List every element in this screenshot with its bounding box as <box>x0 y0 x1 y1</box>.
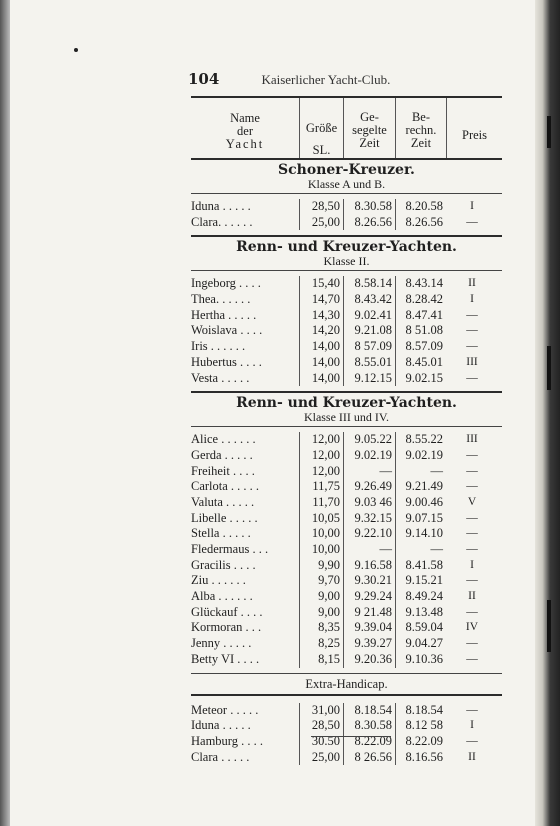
table-row <box>191 573 502 589</box>
prize: — <box>466 543 478 555</box>
prize: — <box>466 340 478 353</box>
calculated-time: — <box>395 542 446 558</box>
sailed-time: 9.26.49 <box>343 479 395 495</box>
yacht-size: 8,35 <box>299 620 343 636</box>
results-table <box>191 96 502 765</box>
calculated-time: 8.41.58 <box>395 558 446 574</box>
yacht-name: Carlota . . . . . <box>191 479 260 494</box>
book-spine <box>0 0 10 826</box>
section-title: Schoner-Kreuzer. <box>278 162 415 178</box>
section-subtitle: Klasse A und B. <box>307 177 386 191</box>
section-rule <box>191 158 502 160</box>
yacht-name: Freiheit . . . . <box>191 463 255 478</box>
sailed-time: 8 26.56 <box>343 750 395 766</box>
calculated-time: 8.16.56 <box>395 750 446 766</box>
prize: — <box>466 308 478 321</box>
yacht-name: Ziu . . . . . . <box>191 573 246 588</box>
yacht-name: Hamburg . . . . <box>191 733 263 748</box>
section-rule <box>191 235 502 237</box>
sailed-time: 8.22.09 <box>343 734 395 750</box>
prize: III <box>466 355 478 368</box>
sailed-time: 9.02.19 <box>343 448 395 464</box>
yacht-size: 14,00 <box>299 355 343 371</box>
yacht-size: 9,70 <box>299 573 343 589</box>
section-rows <box>191 199 502 230</box>
yacht-size: 10,00 <box>299 542 343 558</box>
calculated-time: 8.47.41 <box>395 308 446 324</box>
sailed-time: 9.02.41 <box>343 308 395 324</box>
calculated-time: 8.20.58 <box>395 199 446 215</box>
prize: — <box>466 637 478 650</box>
sailed-time: 8.26.56 <box>343 215 395 231</box>
yacht-size: 8,15 <box>299 652 343 668</box>
col-sailed-header: Ge- segelte Zeit <box>343 98 395 158</box>
yacht-size: 9,90 <box>299 558 343 574</box>
table-row <box>191 620 502 636</box>
yacht-size: 28,50 <box>299 199 343 215</box>
prize: — <box>466 215 478 228</box>
yacht-size: 14,70 <box>299 292 343 308</box>
prize: — <box>466 574 478 587</box>
calculated-time: — <box>395 464 446 480</box>
sailed-time: 9.21.08 <box>343 323 395 339</box>
prize: I <box>470 293 474 306</box>
prize: II <box>468 750 476 763</box>
prize: — <box>466 734 478 747</box>
section-rule <box>191 391 502 393</box>
yacht-name: Iduna . . . . . <box>191 718 251 733</box>
yacht-name: Jenny . . . . . <box>191 636 252 651</box>
table-row <box>191 750 502 766</box>
col-calculated-header: Be- rechn. Zeit <box>395 98 446 158</box>
yacht-name: Hubertus . . . . <box>191 354 262 369</box>
table-row <box>191 276 502 292</box>
calculated-time: 9.02.15 <box>395 371 446 387</box>
col-name-header: Name der Yacht <box>225 111 265 151</box>
ink-speck <box>74 48 78 52</box>
yacht-name: Kormoran . . . <box>191 620 262 635</box>
yacht-name: Thea. . . . . . <box>191 292 251 307</box>
calculated-time: 8.45.01 <box>395 355 446 371</box>
table-row <box>191 215 502 231</box>
prize: I <box>470 558 474 571</box>
calculated-time: 8.18.54 <box>395 703 446 719</box>
calculated-time: 8.49.24 <box>395 589 446 605</box>
yacht-size: 14,20 <box>299 323 343 339</box>
calculated-time: 9.13.48 <box>395 605 446 621</box>
section-rows <box>191 432 502 667</box>
section-title: Renn- und Kreuzer-Yachten. <box>236 395 457 412</box>
yacht-size: 28,50 <box>299 718 343 734</box>
yacht-name: Clara . . . . . <box>191 749 250 764</box>
prize: I <box>470 719 474 732</box>
sailed-time: 9.16.58 <box>343 558 395 574</box>
table-row <box>191 703 502 719</box>
section-title: Extra-Handicap. <box>305 676 388 691</box>
calculated-time: 8.26.56 <box>395 215 446 231</box>
sailed-time: 8.43.42 <box>343 292 395 308</box>
table-row <box>191 339 502 355</box>
section-title: Renn- und Kreuzer-Yachten. <box>236 239 457 256</box>
page-edge-mark <box>547 116 551 148</box>
calculated-time: 8.22.09 <box>395 734 446 750</box>
prize: I <box>470 200 474 212</box>
yacht-size: 8,25 <box>299 636 343 652</box>
sailed-time: 8.18.54 <box>343 703 395 719</box>
yacht-size: 9,00 <box>299 605 343 621</box>
yacht-size: 15,40 <box>299 276 343 292</box>
sailed-time: 9.20.36 <box>343 652 395 668</box>
sailed-time: 9.05.22 <box>343 432 395 448</box>
yacht-name: Libelle . . . . . <box>191 510 258 525</box>
table-row <box>191 199 502 215</box>
yacht-name: Vesta . . . . . <box>191 370 250 385</box>
table-row <box>191 511 502 527</box>
yacht-name: Betty VI . . . . <box>191 651 260 666</box>
yacht-name: Hertha . . . . . <box>191 307 257 322</box>
yacht-name: Woislava . . . . <box>191 323 263 338</box>
calculated-time: 9.10.36 <box>395 652 446 668</box>
yacht-size: 12,00 <box>299 432 343 448</box>
col-prize-header: Preis <box>446 98 502 158</box>
sailed-time: 9.22.10 <box>343 526 395 542</box>
calculated-time: 8.57.09 <box>395 339 446 355</box>
yacht-size: 25,00 <box>299 215 343 231</box>
section-rows <box>191 276 502 386</box>
table-row <box>191 605 502 621</box>
sailed-time: 8.30.58 <box>343 718 395 734</box>
table-row <box>191 432 502 448</box>
page-edge-mark <box>547 346 551 390</box>
table-row <box>191 652 502 668</box>
yacht-name: Iris . . . . . . <box>191 339 246 354</box>
table-row <box>191 558 502 574</box>
calculated-time: 8.43.14 <box>395 276 446 292</box>
table-row <box>191 371 502 387</box>
sailed-time: 9.03 46 <box>343 495 395 511</box>
yacht-size: 14,00 <box>299 339 343 355</box>
section-subtitle: Klasse II. <box>323 254 370 269</box>
yacht-name: Stella . . . . . <box>191 526 251 541</box>
yacht-size: 12,00 <box>299 448 343 464</box>
yacht-name: Fledermaus . . . <box>191 542 269 556</box>
sailed-time: 9.30.21 <box>343 573 395 589</box>
prize: — <box>466 324 478 337</box>
yacht-name: Glückauf . . . . <box>191 604 263 619</box>
prize: V <box>467 495 477 508</box>
calculated-time: 9.04.27 <box>395 636 446 652</box>
yacht-size: 10,05 <box>299 511 343 527</box>
yacht-size: 10,00 <box>299 526 343 542</box>
sailed-time: — <box>343 542 395 558</box>
yacht-size: 25,00 <box>299 750 343 766</box>
yacht-size: 14,00 <box>299 371 343 387</box>
prize: — <box>466 703 478 716</box>
col-size-header: Größe SL. <box>299 98 343 158</box>
calculated-time: 8.59.04 <box>395 620 446 636</box>
yacht-name: Gerda . . . . . <box>191 447 253 462</box>
yacht-name: Clara. . . . . . <box>191 214 253 229</box>
yacht-name: Gracilis . . . . <box>191 557 256 572</box>
table-row <box>191 323 502 339</box>
calculated-time: 9.00.46 <box>395 495 446 511</box>
calculated-time: 9.15.21 <box>395 573 446 589</box>
prize: IV <box>465 621 479 634</box>
yacht-size: 30.50 <box>299 734 343 750</box>
table-row <box>191 542 502 558</box>
calculated-time: 8.55.22 <box>395 432 446 448</box>
sailed-time: 8.30.58 <box>343 199 395 215</box>
sailed-time: 9.39.04 <box>343 620 395 636</box>
yacht-name: Valuta . . . . . <box>191 494 255 509</box>
yacht-size: 11,70 <box>299 495 343 511</box>
section-rows <box>191 703 502 766</box>
sailed-time: 8.55.01 <box>343 355 395 371</box>
sailed-time: 9.12.15 <box>343 371 395 387</box>
running-title: Kaiserlicher Yacht-Club. <box>261 72 391 87</box>
table-row <box>191 495 502 511</box>
prize: — <box>466 511 478 524</box>
sailed-time: 9.29.24 <box>343 589 395 605</box>
yacht-size: 9,00 <box>299 589 343 605</box>
page-number: 104 <box>188 70 220 88</box>
calculated-time: 9.02.19 <box>395 448 446 464</box>
calculated-time: 8.12 58 <box>395 718 446 734</box>
calculated-time: 8.28.42 <box>395 292 446 308</box>
yacht-name: Ingeborg . . . . <box>191 276 261 291</box>
column-header <box>191 98 502 158</box>
table-row <box>191 589 502 605</box>
footer-rule <box>311 736 391 737</box>
prize: — <box>466 448 478 461</box>
yacht-name: Alice . . . . . . <box>191 432 256 447</box>
prize: — <box>466 652 478 665</box>
prize: II <box>468 590 476 603</box>
prize: — <box>466 527 478 540</box>
table-row <box>191 448 502 464</box>
table-row <box>191 355 502 371</box>
table-row <box>191 464 502 480</box>
prize: — <box>466 480 478 493</box>
calculated-time: 9.14.10 <box>395 526 446 542</box>
yacht-size: 11,75 <box>299 479 343 495</box>
yacht-name: Meteor . . . . . <box>191 702 259 717</box>
sailed-time: 9.32.15 <box>343 511 395 527</box>
sailed-time: — <box>343 464 395 480</box>
running-head <box>188 70 508 88</box>
table-row <box>191 292 502 308</box>
calculated-time: 9.07.15 <box>395 511 446 527</box>
section-subtitle: Klasse III und IV. <box>303 410 390 425</box>
calculated-time: 8 51.08 <box>395 323 446 339</box>
table-row <box>191 526 502 542</box>
yacht-name: Iduna . . . . . <box>191 199 251 213</box>
prize: II <box>468 277 476 290</box>
table-row <box>191 636 502 652</box>
table-row <box>191 308 502 324</box>
prize: III <box>466 433 478 446</box>
sailed-time: 8.58.14 <box>343 276 395 292</box>
page-edge-mark <box>547 600 551 652</box>
prize: — <box>466 605 478 618</box>
yacht-size: 12,00 <box>299 464 343 480</box>
prize: — <box>466 371 478 384</box>
yacht-size: 14,30 <box>299 308 343 324</box>
table-row <box>191 718 502 734</box>
table-row <box>191 479 502 495</box>
sailed-time: 9 21.48 <box>343 605 395 621</box>
sailed-time: 8 57.09 <box>343 339 395 355</box>
calculated-time: 9.21.49 <box>395 479 446 495</box>
sailed-time: 9.39.27 <box>343 636 395 652</box>
yacht-name: Alba . . . . . . <box>191 589 253 604</box>
yacht-size: 31,00 <box>299 703 343 719</box>
prize: — <box>466 464 478 477</box>
